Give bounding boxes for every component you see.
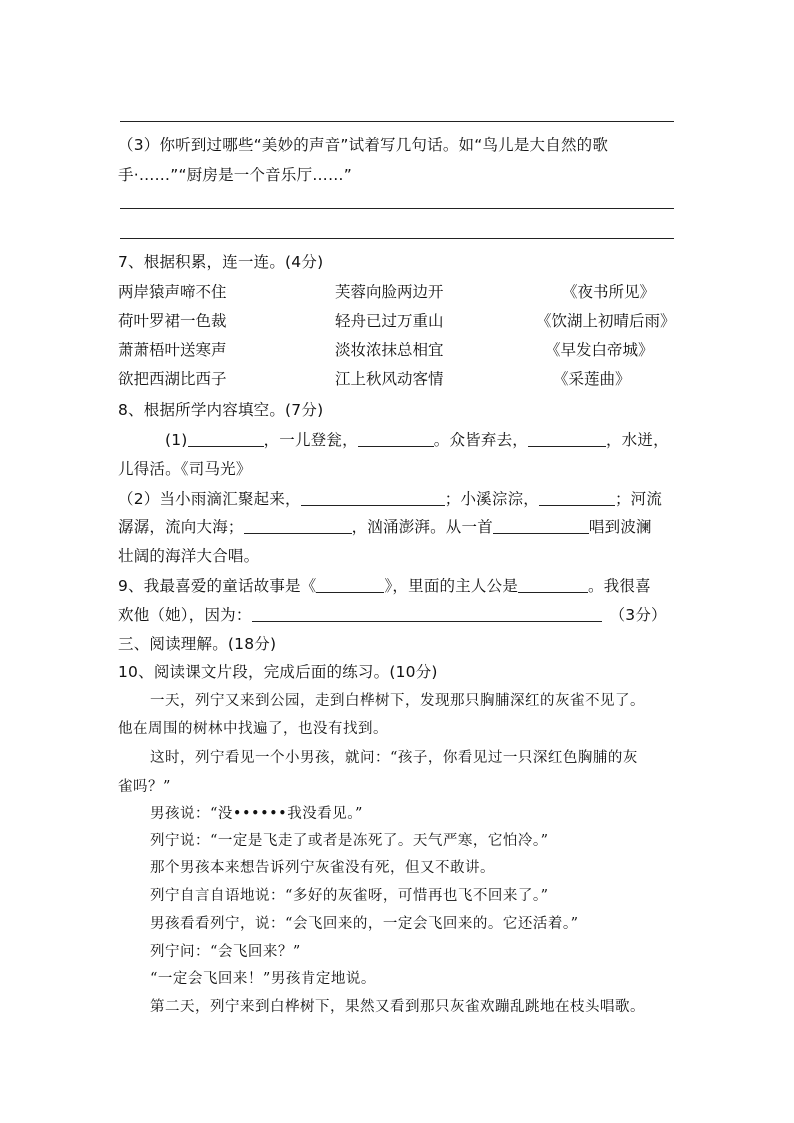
score-note: （3分）	[609, 606, 667, 624]
passage-line: 列宁自言自语地说：“多好的灰雀呀，可惜再也飞不回来了。”	[150, 888, 549, 904]
poem-line-middle[interactable]: 芙蓉向脸两边开	[335, 283, 444, 301]
answer-line[interactable]	[120, 238, 674, 239]
fill-blank[interactable]	[518, 578, 588, 593]
text-segment: ，水迸，	[605, 431, 669, 449]
text-segment: 9、我最喜爱的童话故事是《	[118, 577, 317, 595]
poem-line-left[interactable]: 荷叶罗裙一色裁	[118, 312, 227, 330]
passage-line: 第二天，列宁来到白桦树下，果然又看到那只灰雀欢蹦乱跳地在枝头唱歌。	[150, 999, 645, 1015]
question-8-part-1-end: 儿得活。《司马光》	[118, 460, 252, 478]
poem-line-middle[interactable]: 江上秋风动客情	[335, 370, 444, 388]
passage-line: 男孩说：“没••••••我没看见。”	[150, 806, 363, 822]
fill-blank[interactable]	[316, 578, 384, 593]
passage-line: 一天，列宁又来到公园，走到白桦树下，发现那只胸脯深红的灰雀不见了。	[150, 693, 645, 709]
question-8-part-2-cont	[118, 515, 652, 537]
question-8-part-2-end: 壮阔的海洋大合唱。	[118, 547, 260, 565]
text-segment: 。众皆弃去，	[433, 431, 528, 449]
passage-line: 列宁问：“会飞回来？”	[150, 944, 301, 960]
poem-line-left[interactable]: 两岸猿声啼不住	[118, 283, 227, 301]
answer-line	[120, 121, 674, 122]
fill-blank[interactable]	[244, 519, 352, 534]
passage-line: 雀吗？”	[118, 779, 171, 795]
fill-blank[interactable]	[493, 519, 589, 534]
section-heading: 三、阅读理解。(18分)	[118, 635, 277, 653]
matching-row	[0, 338, 794, 360]
text-segment: 潺潺，流向大海；	[118, 518, 244, 536]
text-segment: ；小溪淙淙，	[444, 490, 539, 508]
question-8-part-1	[165, 428, 669, 450]
question-3-line-1: （3）你听到过哪些“美妙的声音”试着写几句话。如“鸟儿是大自然的歌	[118, 136, 609, 154]
answer-line[interactable]	[120, 208, 674, 209]
poem-line-middle[interactable]: 轻舟已过万重山	[335, 312, 444, 330]
poem-title[interactable]: 《饮湖上初晴后雨》	[536, 312, 676, 330]
text-segment: ，一儿登瓮，	[263, 431, 358, 449]
matching-row	[0, 309, 794, 331]
text-segment: 。我很喜	[588, 577, 651, 595]
text-segment: 》，里面的主人公是	[384, 577, 519, 595]
passage-line: 他在周围的树林中找遍了，也没有找到。	[118, 721, 388, 737]
question-9-line-2	[118, 603, 667, 625]
poem-title[interactable]: 《采莲曲》	[553, 370, 631, 388]
fill-blank[interactable]	[528, 432, 606, 447]
fill-blank[interactable]	[252, 607, 602, 622]
poem-line-left[interactable]: 萧萧梧叶送寒声	[118, 341, 227, 359]
fill-blank[interactable]	[539, 491, 615, 506]
poem-line-middle[interactable]: 淡妆浓抹总相宜	[335, 341, 444, 359]
fill-blank[interactable]	[301, 491, 445, 506]
question-3-line-2: 手·……”“厨房是一个音乐厅……”	[118, 166, 352, 184]
item-number: (1)	[165, 431, 188, 449]
matching-row	[0, 367, 794, 389]
text-segment: ，汹涌澎湃。从一首	[351, 518, 493, 536]
text-segment: 唱到波澜	[588, 518, 652, 536]
fill-blank[interactable]	[188, 432, 264, 447]
poem-title[interactable]: 《早发白帝城》	[545, 341, 654, 359]
question-8-part-2	[118, 487, 662, 509]
question-9-line-1	[118, 574, 651, 596]
passage-line: 那个男孩本来想告诉列宁灰雀没有死，但又不敢讲。	[150, 860, 495, 876]
passage-line: 这时，列宁看见一个小男孩，就问：“孩子，你看见过一只深红色胸脯的灰	[150, 750, 638, 766]
question-7-title: 7、根据积累，连一连。(4分)	[118, 253, 324, 271]
poem-line-left[interactable]: 欲把西湖比西子	[118, 370, 227, 388]
passage-line: “一定会飞回来！”男孩肯定地说。	[150, 971, 376, 987]
text-segment: ；河流	[614, 490, 663, 508]
question-8-title: 8、根据所学内容填空。(7分)	[118, 401, 324, 419]
question-10-title: 10、阅读课文片段，完成后面的练习。(10分)	[118, 663, 438, 681]
matching-row	[0, 280, 794, 302]
text-segment: （2）当小雨滴汇聚起来，	[118, 490, 301, 508]
passage-line: 列宁说：“一定是飞走了或者是冻死了。天气严寒，它怕冷。”	[150, 833, 549, 849]
passage-line: 男孩看看列宁，说：“会飞回来的，一定会飞回来的。它还活着。”	[150, 916, 579, 932]
text-segment: 欢他（她），因为：	[118, 606, 252, 624]
poem-title[interactable]: 《夜书所见》	[562, 283, 656, 301]
fill-blank[interactable]	[358, 432, 434, 447]
